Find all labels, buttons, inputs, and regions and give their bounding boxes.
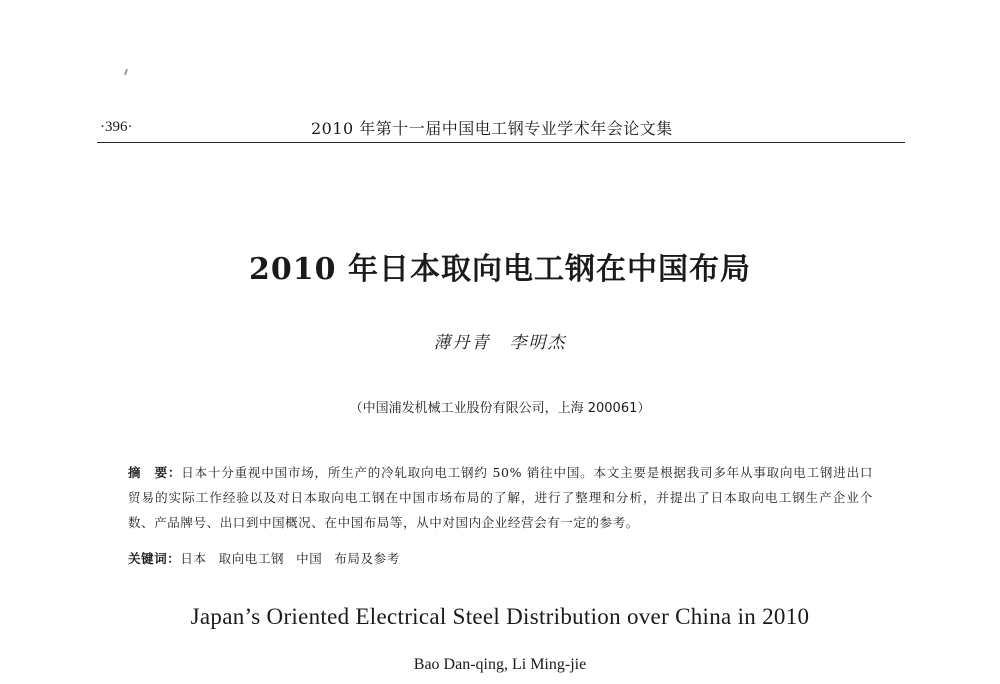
keyword: 中国: [296, 551, 323, 566]
paper-title-cn: 2010 年日本取向电工钢在中国布局: [249, 252, 751, 287]
affiliation-cn: （中国浦发机械工业股份有限公司，上海 200061）: [349, 401, 651, 416]
journal-title: 2010 年第十一届中国电工钢专业学术年会论文集: [311, 119, 673, 138]
scan-speck: [124, 69, 128, 75]
page-number: ·396·: [100, 119, 133, 135]
keyword: 日本: [180, 551, 207, 566]
paper-title-en: Japan’s Oriented Electrical Steel Distribution over China in 2010: [190, 604, 810, 629]
authors-en: Bao Dan-qing, Li Ming-jie: [413, 656, 587, 673]
running-header: [97, 116, 905, 143]
abstract-cn: [128, 460, 873, 535]
keywords-cn: [128, 549, 873, 567]
keywords-label: 关键词：: [128, 551, 181, 566]
abstract-text: 日本十分重视中国市场，所生产的冷轧取向电工钢约 50% 销往中国。本文主要是根据我司多年从事取向电工钢进出口贸易的实际工作经验以及对日本取向电工钢在中国市场布局的了解，进行了整理和分析，并提出了日本取向电工钢生产企业个数、产品牌号、出口到中国概况、在中国布局等，从中对国内企业经营会有一定的参考。: [128, 465, 873, 530]
authors-cn: 薄丹青 李明杰: [433, 333, 567, 353]
abstract-label: 摘 要：: [128, 465, 182, 480]
keyword: 取向电工钢: [218, 551, 285, 566]
keyword: 布局及参考: [334, 551, 400, 566]
